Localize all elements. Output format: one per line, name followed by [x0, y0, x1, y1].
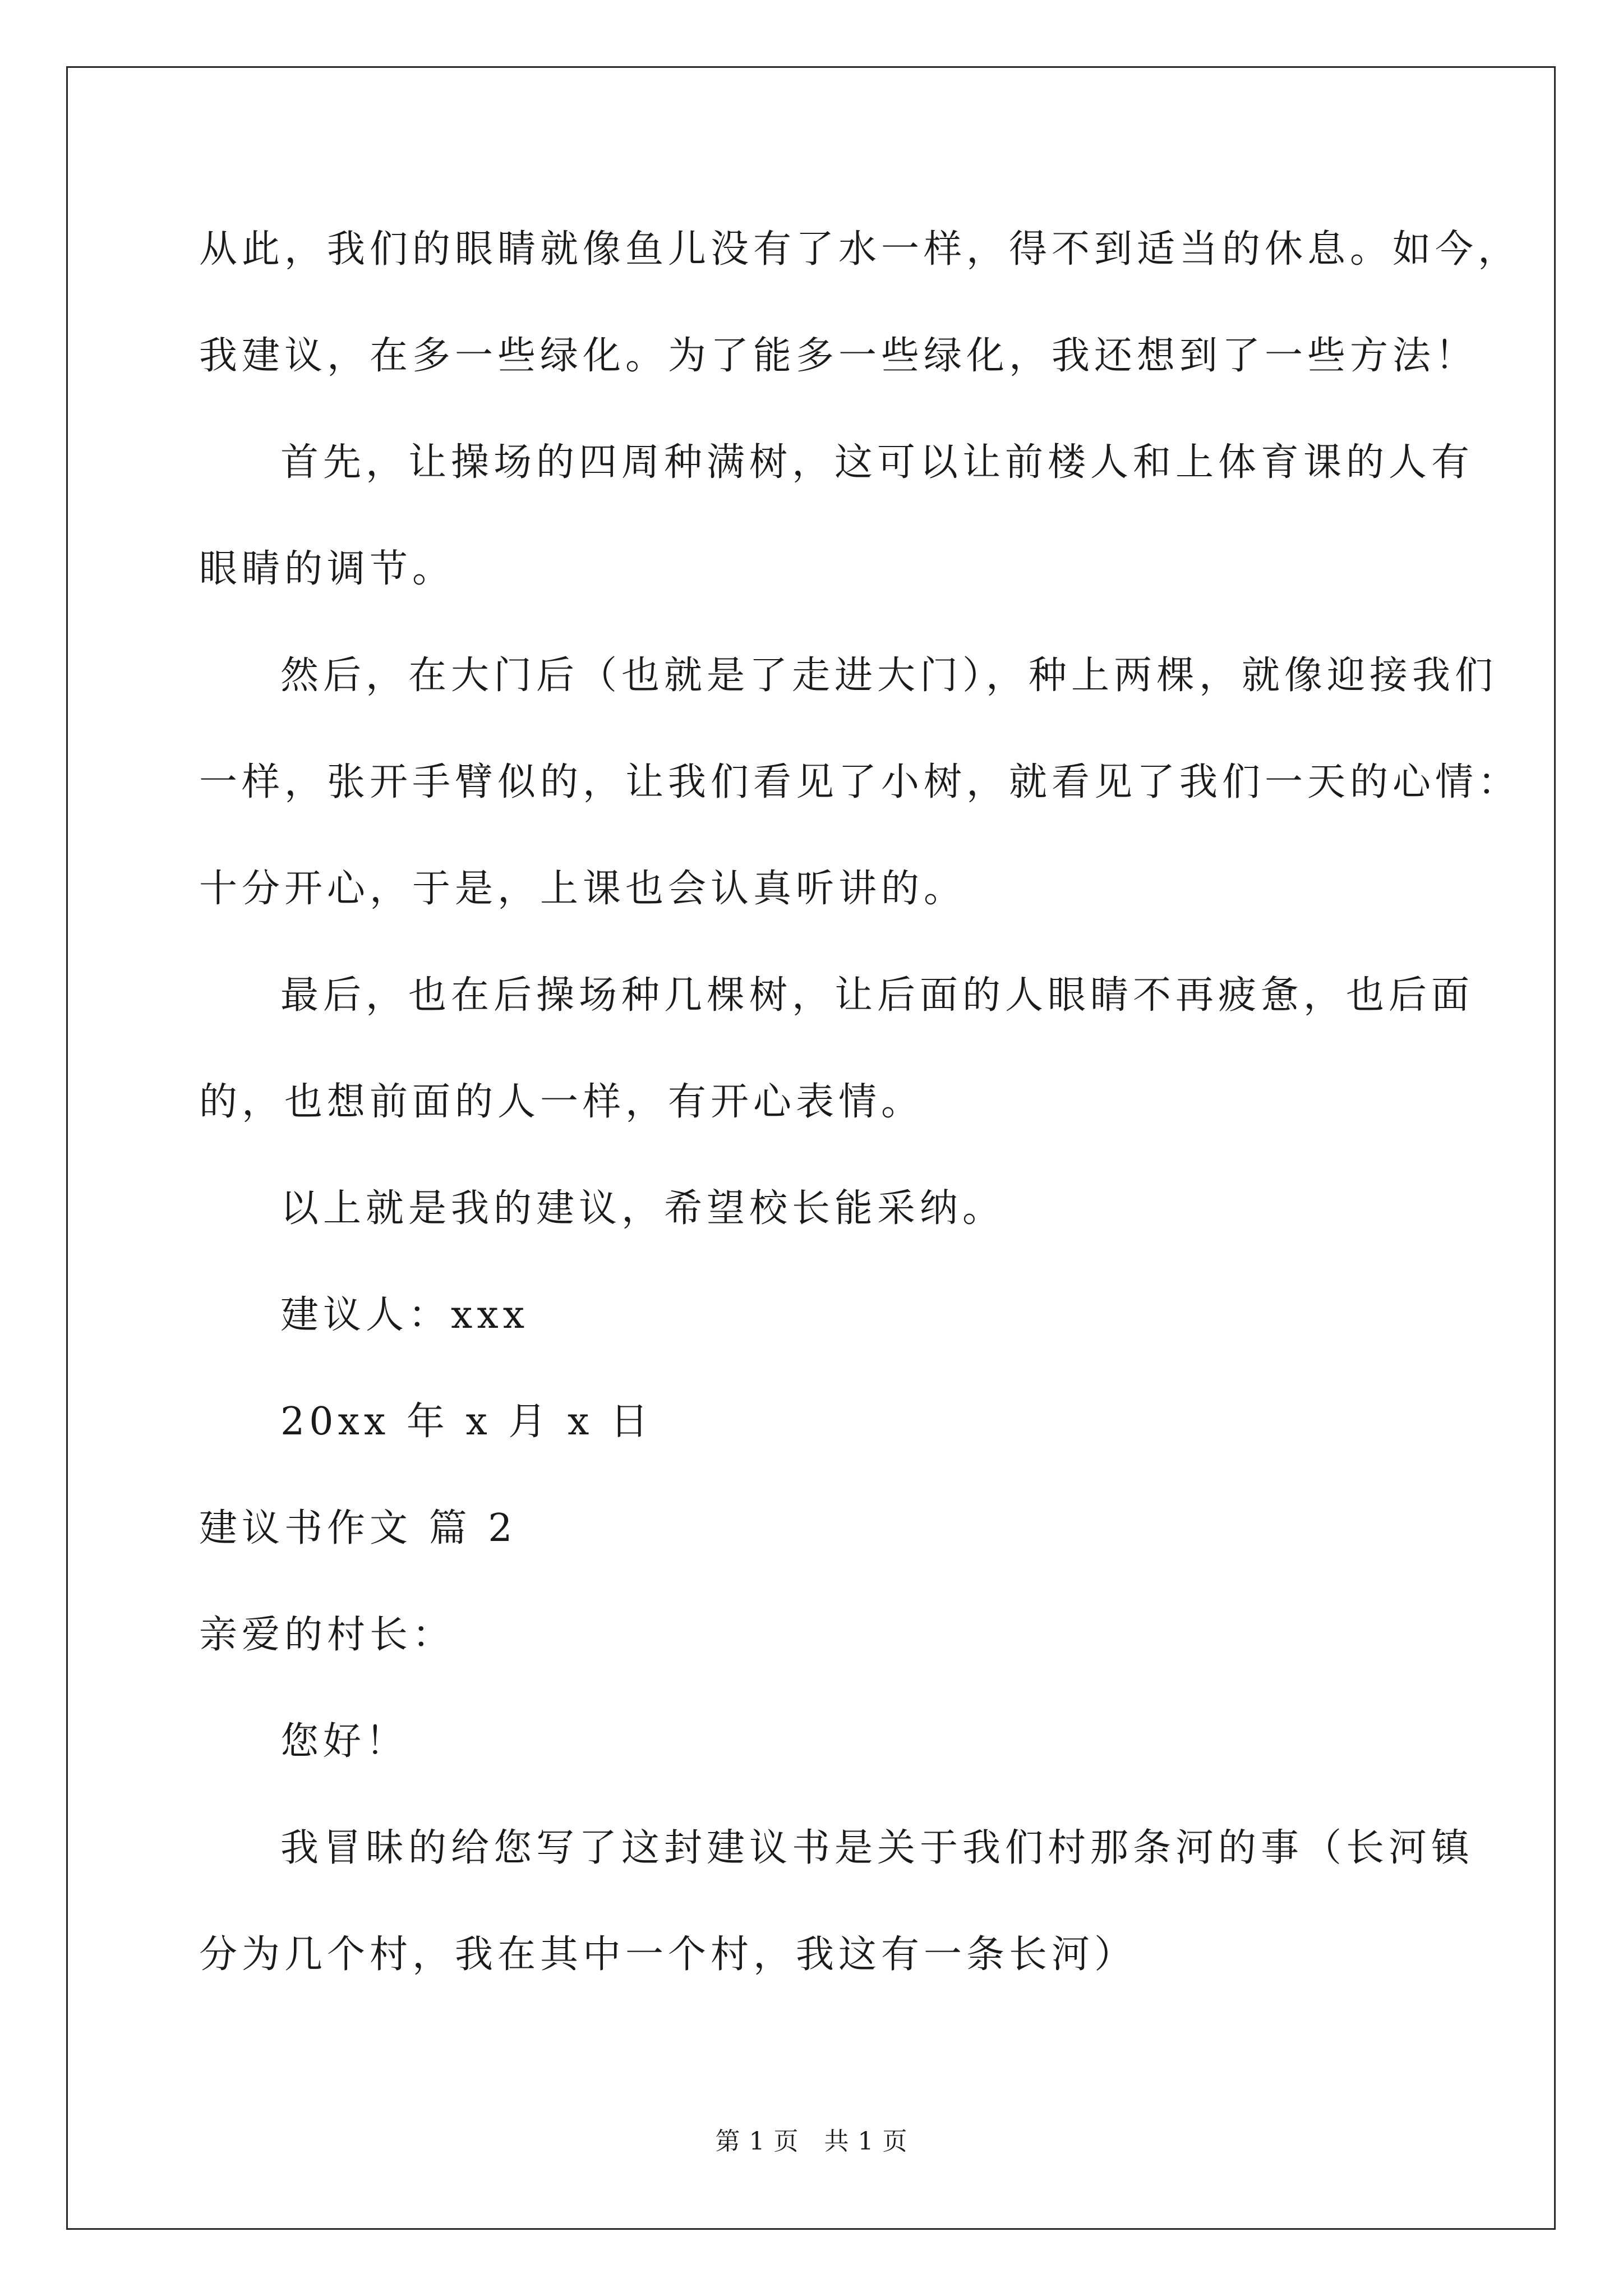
greeting-line: 您好！ [280, 1719, 409, 1764]
page-footer: 第 1 页 共 1 页 [715, 2127, 908, 2156]
body-line-2: 我建议，在多一些绿化。为了能多一些绿化，我还想到了一些方法！ [199, 334, 1478, 378]
body-line-3: 首先，让操场的四周种满树，这可以让前楼人和上体育课的人有 [280, 440, 1474, 485]
body-line-9: 的，也想前面的人一样，有开心表情。 [199, 1080, 924, 1124]
signature-line: 建议人：xxx [280, 1293, 529, 1337]
body-line-7: 十分开心，于是，上课也会认真听讲的。 [199, 867, 967, 911]
body-line-8: 最后，也在后操场种几棵树，让后面的人眼睛不再疲惫，也后面 [280, 973, 1474, 1018]
body-line-1: 从此，我们的眼睛就像鱼儿没有了水一样，得不到适当的休息。如今， [199, 227, 1521, 272]
page-border [66, 66, 1556, 2230]
body-line-5: 然后，在大门后（也就是了走进大门），种上两棵，就像迎接我们 [280, 654, 1498, 698]
body-line-12: 分为几个村，我在其中一个村，我这有一条长河） [199, 1932, 1137, 1977]
salutation-line: 亲爱的村长： [199, 1613, 455, 1657]
body-line-6: 一样，张开手臂似的，让我们看见了小树，就看见了我们一天的心情： [199, 760, 1521, 804]
section-heading: 建议书作文 篇 2 [199, 1506, 517, 1550]
body-line-11: 我冒昧的给您写了这封建议书是关于我们村那条河的事（长河镇 [280, 1826, 1474, 1870]
body-line-4: 眼睛的调节。 [199, 547, 455, 591]
body-line-10: 以上就是我的建议，希望校长能采纳。 [280, 1186, 1006, 1231]
date-line: 20xx 年 x 月 x 日 [280, 1400, 653, 1444]
